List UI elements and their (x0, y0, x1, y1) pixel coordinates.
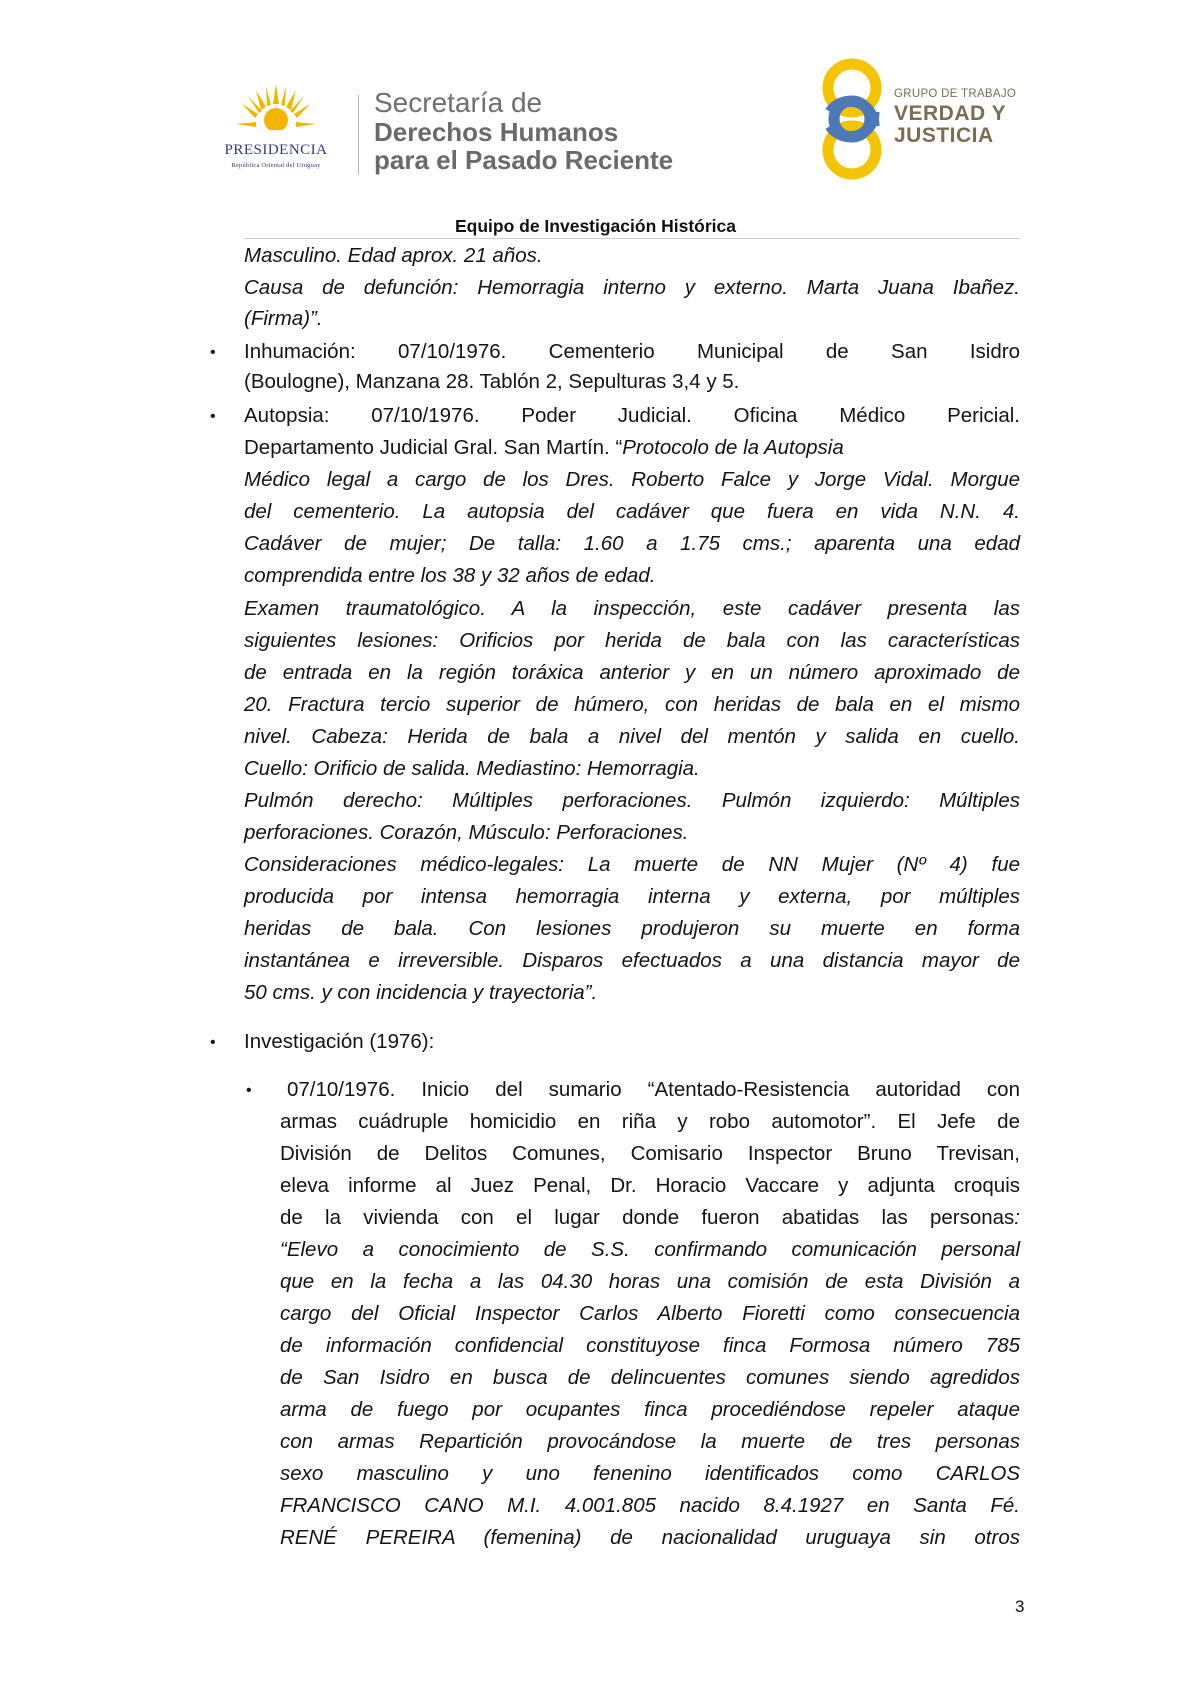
verdad-justicia-logo (818, 56, 1028, 182)
grupo-label: GRUPO DE TRABAJO (894, 88, 1017, 100)
text-line: de información confidencial constituyose finca Formosa número 785 (280, 1334, 1020, 1357)
grupo-verdad: VERDAD Y (894, 102, 1007, 125)
text-line: Causa de defunción: Hemorragia interno y externo. Marta Juana Ibañez. (244, 276, 1020, 299)
header-divider (358, 95, 359, 175)
text-line: que en la fecha a las 04.30 horas una comisión de esta División a (280, 1270, 1020, 1293)
text-line: instantánea e irreversible. Disparos efectuados a una distancia mayor de (244, 949, 1020, 972)
text-run: de la vivienda con el lugar donde fueron abatidas las personas (280, 1206, 1015, 1229)
text-line: (Boulogne), Manzana 28. Tablón 2, Sepulturas 3,4 y 5. (244, 370, 740, 393)
text-line: Consideraciones médico-legales: La muerte de NN Mujer (Nº 4) fue (244, 853, 1020, 876)
text-line: de entrada en la región toráxica anterior y en un número aproximado de (244, 661, 1020, 684)
text-line: Autopsia: 07/10/1976. Poder Judicial. Oficina Médico Pericial. (244, 404, 1020, 427)
secretaria-line-3: para el Pasado Reciente (374, 145, 674, 175)
text-line: nivel. Cabeza: Herida de bala a nivel del mentón y salida en cuello. (244, 725, 1020, 748)
text-line: siguientes lesiones: Orificios por herida de bala con las características (244, 629, 1020, 652)
text-line: Pulmón derecho: Múltiples perforaciones. Pulmón izquierdo: Múltiples (244, 789, 1020, 812)
rings-icon (818, 56, 888, 182)
presidencia-logo (196, 82, 356, 174)
text-line: armas cuádruple homicidio en riña y robo automotor”. El Jefe de (280, 1110, 1020, 1133)
text-line: heridas de bala. Con lesiones produjeron su muerte en forma (244, 917, 1020, 940)
text-line (280, 1206, 1020, 1230)
text-line: División de Delitos Comunes, Comisario Inspector Bruno Trevisan, (280, 1142, 1020, 1165)
bullet-icon: • (246, 1082, 252, 1099)
text-line: RENÉ PEREIRA (femenina) de nacionalidad uruguaya sin otros (280, 1526, 1020, 1549)
presidencia-name: PRESIDENCIA (224, 142, 328, 158)
grupo-justicia: JUSTICIA (894, 124, 994, 147)
secretaria-line-1: Secretaría de (374, 87, 543, 118)
text-line: producida por intensa hemorragia interna y externa, por múltiples (244, 885, 1020, 908)
text-line: (Firma)”. (244, 307, 323, 330)
secretaria-line-2: Derechos Humanos (374, 117, 619, 147)
text-run: Protocolo de la Autopsia (622, 436, 844, 459)
text-line: Médico legal a cargo de los Dres. Roberto Falce y Jorge Vidal. Morgue (244, 468, 1020, 491)
text-line: eleva informe al Juez Penal, Dr. Horacio Vaccare y adjunta croquis (280, 1174, 1020, 1197)
text-line: de San Isidro en busca de delincuentes comunes siendo agredidos (280, 1366, 1020, 1389)
text-line: Cadáver de mujer; De talla: 1.60 a 1.75 cms.; aparenta una edad (244, 532, 1020, 555)
text-line: cargo del Oficial Inspector Carlos Alberto Fioretti como consecuencia (280, 1302, 1020, 1325)
bullet-icon: • (210, 344, 216, 361)
team-title: Equipo de Investigación Histórica (454, 216, 737, 236)
presidencia-subtitle: República Oriental del Uruguay (231, 162, 321, 169)
text-line: 50 cms. y con incidencia y trayectoria”. (244, 981, 598, 1004)
text-line: Investigación (1976): (244, 1030, 435, 1053)
text-line: “Elevo a conocimiento de S.S. confirmando comunicación personal (280, 1238, 1020, 1261)
text-line: Inhumación: 07/10/1976. Cementerio Municipal de San Isidro (244, 340, 1020, 363)
bullet-icon: • (210, 408, 216, 425)
sun-icon (236, 82, 316, 142)
text-run: Departamento Judicial Gral. San Martín. “ (244, 436, 623, 459)
text-line: del cementerio. La autopsia del cadáver que fuera en vida N.N. 4. (244, 500, 1020, 523)
header-rule (244, 238, 1020, 239)
text-line: perforaciones. Corazón, Músculo: Perforaciones. (244, 821, 689, 844)
text-line: con armas Repartición provocándose la muerte de tres personas (280, 1430, 1020, 1453)
text-line: Masculino. Edad aprox. 21 años. (244, 244, 543, 267)
secretaria-logo-text (374, 88, 673, 174)
text-line: 07/10/1976. Inicio del sumario “Atentado-Resistencia autoridad con (287, 1078, 1020, 1101)
text-line: FRANCISCO CANO M.I. 4.001.805 nacido 8.4.1927 en Santa Fé. (280, 1494, 1020, 1517)
text-line: comprendida entre los 38 y 32 años de edad. (244, 564, 656, 587)
text-line: sexo masculino y uno fenenino identificados como CARLOS (280, 1462, 1020, 1485)
text-line (244, 436, 1020, 460)
text-run: : (1014, 1206, 1020, 1229)
text-line: 20. Fractura tercio superior de húmero, con heridas de bala en el mismo (244, 693, 1020, 716)
page-header (0, 0, 1191, 240)
page-number: 3 (1015, 1597, 1025, 1616)
text-line: Examen traumatológico. A la inspección, este cadáver presenta las (244, 597, 1020, 620)
text-line: Cuello: Orificio de salida. Mediastino: Hemorragia. (244, 757, 700, 780)
bullet-icon: • (210, 1034, 216, 1051)
text-line: arma de fuego por ocupantes finca procediéndose repeler ataque (280, 1398, 1020, 1421)
